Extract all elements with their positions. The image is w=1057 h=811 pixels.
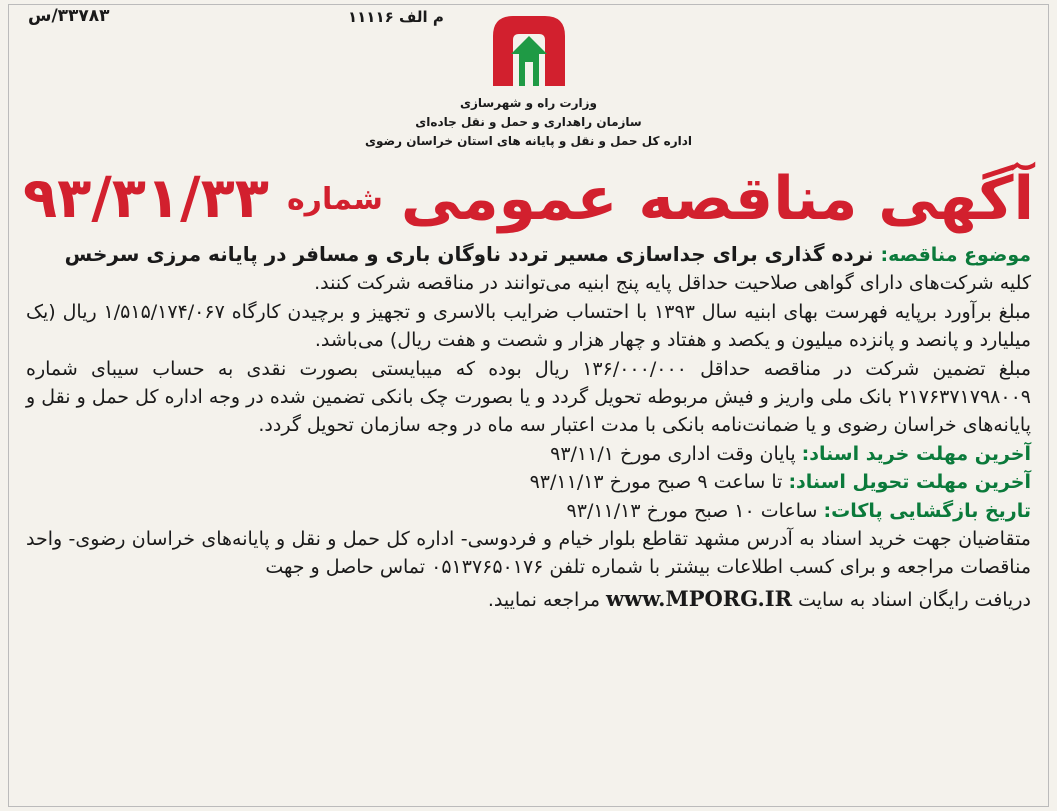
org-line-1: وزارت راه و شهرسازی [460,96,597,110]
website-line [488,586,1031,611]
ministry-logo-icon [489,10,569,90]
deadline-buy-text: پایان وقت اداری مورخ ۹۳/۱۱/۱ [550,442,802,465]
opening-text: ساعات ۱۰ صبح مورخ ۹۳/۱۱/۱۳ [566,499,824,522]
deadline-submit-text: تا ساعت ۹ صبح مورخ ۹۳/۱۱/۱۳ [529,471,789,494]
opening-label: تاریخ بازگشایی پاکات: [823,499,1031,522]
guarantee-paragraph: مبلغ تضمین شرکت در مناقصه حداقل ۱۳۶/۰۰۰/۰۰۰ ریال بوده که میبایستی بصورت نقدی به حساب سیبای شماره ۲۱۷۶۳۷۱۷۹۸۰۰۹ بانک ملی واریز و فیش مربوطه تحویل گردد و یا بصورت چک بانکی تضمین شده در وجه اداره کل حمل و نقل و پایانه‌های خراسان رضوی و یا ضمانت‌نامه بانکی با مدت اعتبار سه ماه در وجه سازمان تحویل گردد. [26,357,1032,437]
reference-code-mid: م الف ۱۱۱۱۶ [348,8,444,26]
website-text-after: مراجعه نمایید. [487,589,607,612]
estimate-paragraph: مبلغ برآورد برپایه فهرست بهای ابنیه سال ۱۳۹۳ با احتساب ضرایب بالاسری و تجهیز و برچیدن کارگاه ۱/۵۱۵/۱۷۴/۰۶۷ ریال (یک میلیارد و پانصد و پانزده میلیون و یکصد و هفتاد و چهار هزار و شصت و هفت ریال) می‌باشد. [26,300,1031,352]
deadline-buy-label: آخرین مهلت خرید اسناد: [801,442,1031,465]
subject-label: موضوع مناقصه: [880,244,1031,266]
footer-line [26,582,1031,616]
eligibility-paragraph: کلیه شرکت‌های دارای گواهی صلاحیت حداقل پایه پنج ابنیه می‌توانند در مناقصه شرکت کنند. [314,272,1031,295]
subject-text: نرده گذاری برای جداسازی مسیر تردد ناوگان باری و مسافر در پایانه مرزی سرخس [64,242,881,266]
organization-lines [319,94,739,151]
website-text-before: دریافت رایگان اسناد به سایت [792,589,1031,612]
tender-number: ۹۳/۳۱/۳۳ [22,166,269,231]
title-main: آگهی مناقصه عمومی [400,164,1035,234]
contact-paragraph: متقاضیان جهت خرید اسناد به آدرس مشهد تقاطع بلوار خیام و فردوسی- اداره کل حمل و نقل و پایانه‌های خراسان رضوی- واحد مناقصات مراجعه و برای کسب اطلاعات بیشتر با شماره تلفن ۰۵۱۳۷۶۵۰۱۷۶ تماس حاصل و جهت [26,528,1031,579]
reference-code-left: ۳۳۷۸۳/س [28,6,110,26]
title-number-word: شماره [286,181,383,217]
deadline-submit-label: آخرین مهلت تحویل اسناد: [788,471,1031,494]
header [14,6,1043,156]
website-link[interactable]: www.MPORG.IR [606,586,793,612]
org-line-3: اداره کل حمل و نقل و پایانه های استان خراسان رضوی [364,134,692,148]
org-line-2: سازمان راهداری و حمل و نقل جاده‌ای [415,115,642,129]
